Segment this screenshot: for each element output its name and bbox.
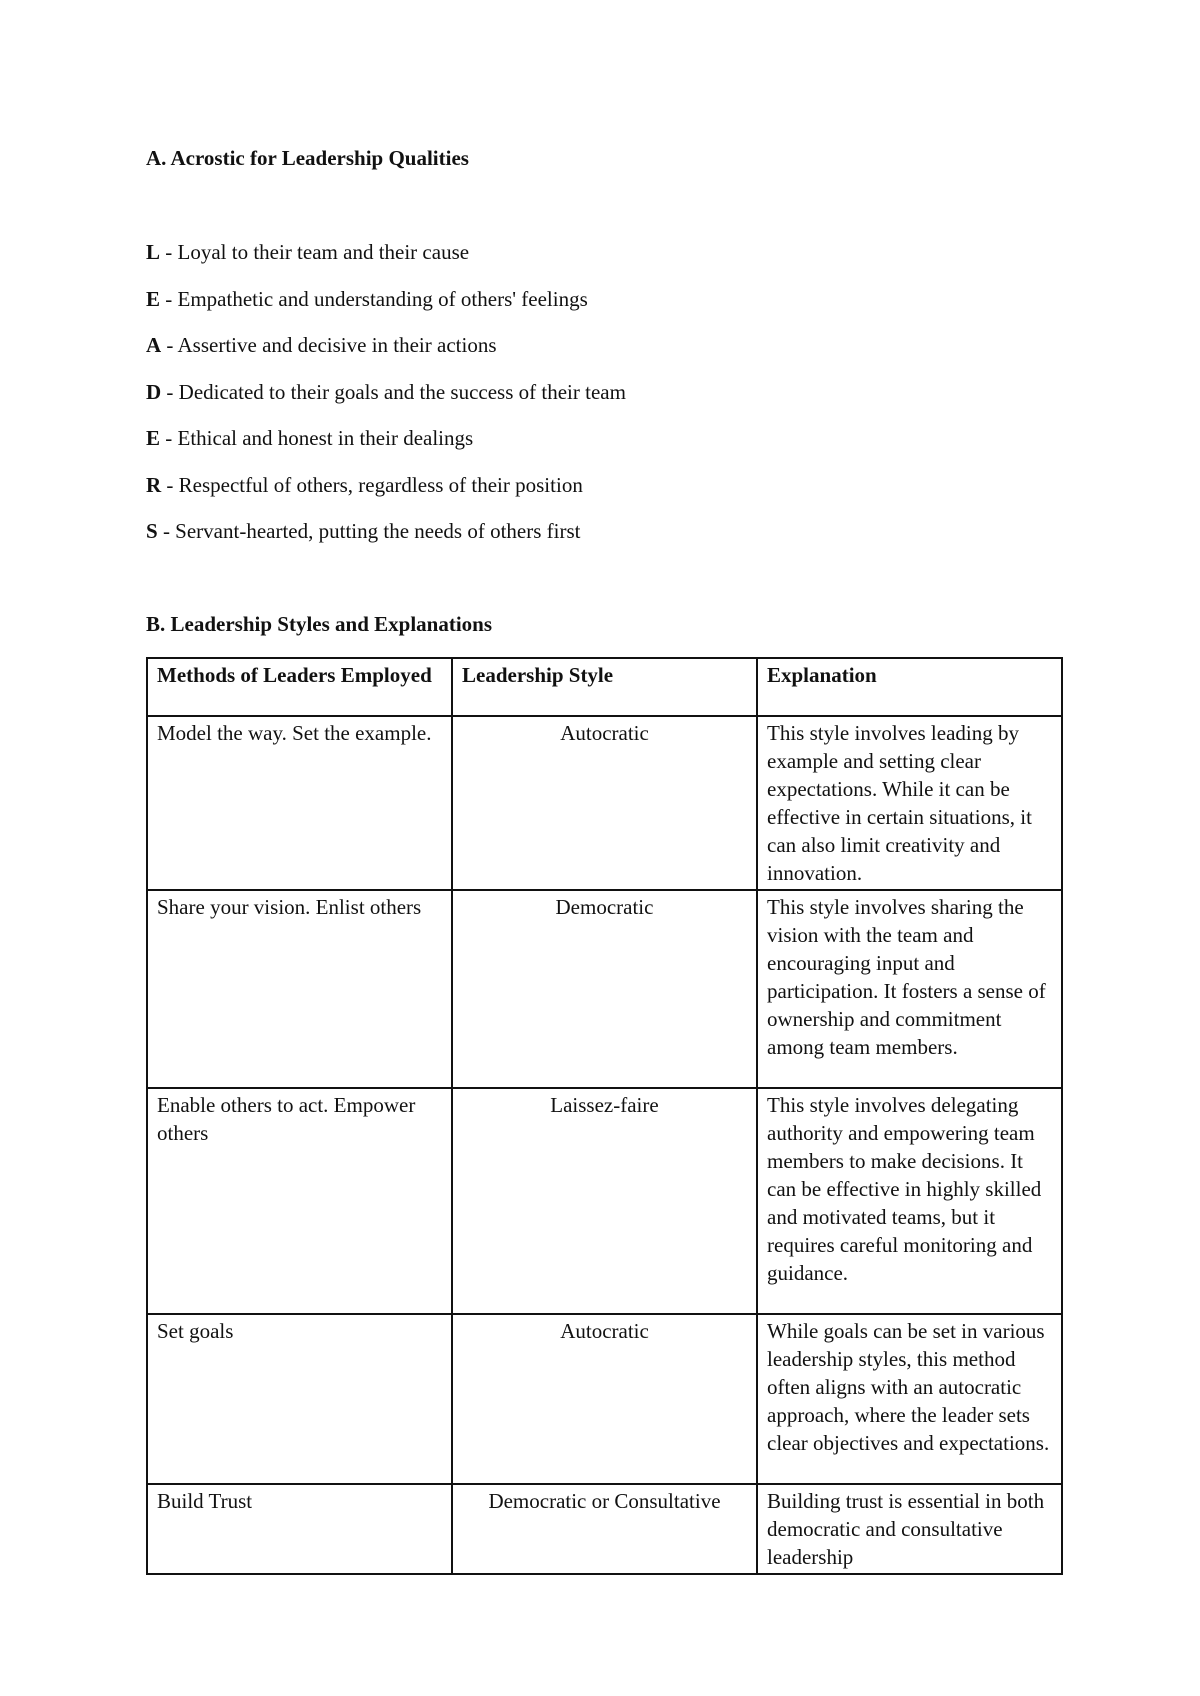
leadership-styles-table (146, 657, 1063, 1575)
acrostic-letter: D (146, 379, 162, 404)
explanation-cell: This style involves sharing the vision with the team and encouraging input and participation. It fosters a sense of ownership and commitment among team members. (757, 890, 1062, 1088)
section-b-heading: B. Leadership Styles and Explanations (146, 612, 493, 636)
acrostic-item (146, 240, 626, 287)
acrostic-text: - Assertive and decisive in their actions (161, 333, 497, 357)
acrostic-item (146, 333, 626, 380)
column-header-methods: Methods of Leaders Employed (147, 658, 452, 716)
style-cell: Autocratic (452, 716, 757, 890)
acrostic-letter: R (146, 472, 162, 497)
acrostic-text: - Dedicated to their goals and the success of their team (161, 379, 626, 404)
acrostic-item (146, 380, 626, 427)
method-cell: Share your vision. Enlist others (147, 890, 452, 1088)
acrostic-text: - Ethical and honest in their dealings (160, 426, 474, 450)
method-cell: Build Trust (147, 1484, 452, 1574)
style-cell: Democratic or Consultative (452, 1484, 757, 1574)
method-cell: Model the way. Set the example. (147, 716, 452, 890)
explanation-cell: This style involves leading by example and setting clear expectations. While it can be effective in certain situations, it can also limit creativity and innovation. (757, 716, 1062, 890)
method-cell: Set goals (147, 1314, 452, 1484)
column-header-explanation: Explanation (757, 658, 1062, 716)
style-cell: Democratic (452, 890, 757, 1088)
style-cell: Laissez-faire (452, 1088, 757, 1314)
acrostic-text: - Empathetic and understanding of others' feelings (160, 286, 588, 311)
acrostic-letter: A (146, 333, 162, 357)
table-row (147, 1314, 1062, 1484)
explanation-cell: While goals can be set in various leadership styles, this method often aligns with an autocratic approach, where the leader sets clear objectives and expectations. (757, 1314, 1062, 1484)
acrostic-text: - Loyal to their team and their cause (160, 240, 470, 264)
section-a-heading: A. Acrostic for Leadership Qualities (146, 146, 469, 170)
acrostic-letter: E (146, 426, 161, 450)
method-cell: Enable others to act. Empower others (147, 1088, 452, 1314)
table-row (147, 890, 1062, 1088)
explanation-cell: This style involves delegating authority and empowering team members to make decisions. It can be effective in highly skilled and motivated teams, but it requires careful monitoring and guidance. (757, 1088, 1062, 1314)
table-row (147, 716, 1062, 890)
acrostic-list (146, 240, 626, 566)
column-header-style: Leadership Style (452, 658, 757, 716)
acrostic-text: - Servant-hearted, putting the needs of others first (157, 519, 581, 543)
acrostic-letter: E (146, 286, 161, 311)
acrostic-item (146, 473, 626, 520)
acrostic-letter: S (146, 519, 158, 543)
acrostic-letter: L (146, 240, 161, 264)
table-header-row (147, 658, 1062, 716)
table-row (147, 1484, 1062, 1574)
style-cell: Autocratic (452, 1314, 757, 1484)
acrostic-text: - Respectful of others, regardless of their position (161, 472, 583, 497)
acrostic-item (146, 519, 626, 566)
acrostic-item (146, 426, 626, 473)
table-row (147, 1088, 1062, 1314)
acrostic-item (146, 287, 626, 334)
explanation-cell: Building trust is essential in both democratic and consultative leadership (757, 1484, 1062, 1574)
